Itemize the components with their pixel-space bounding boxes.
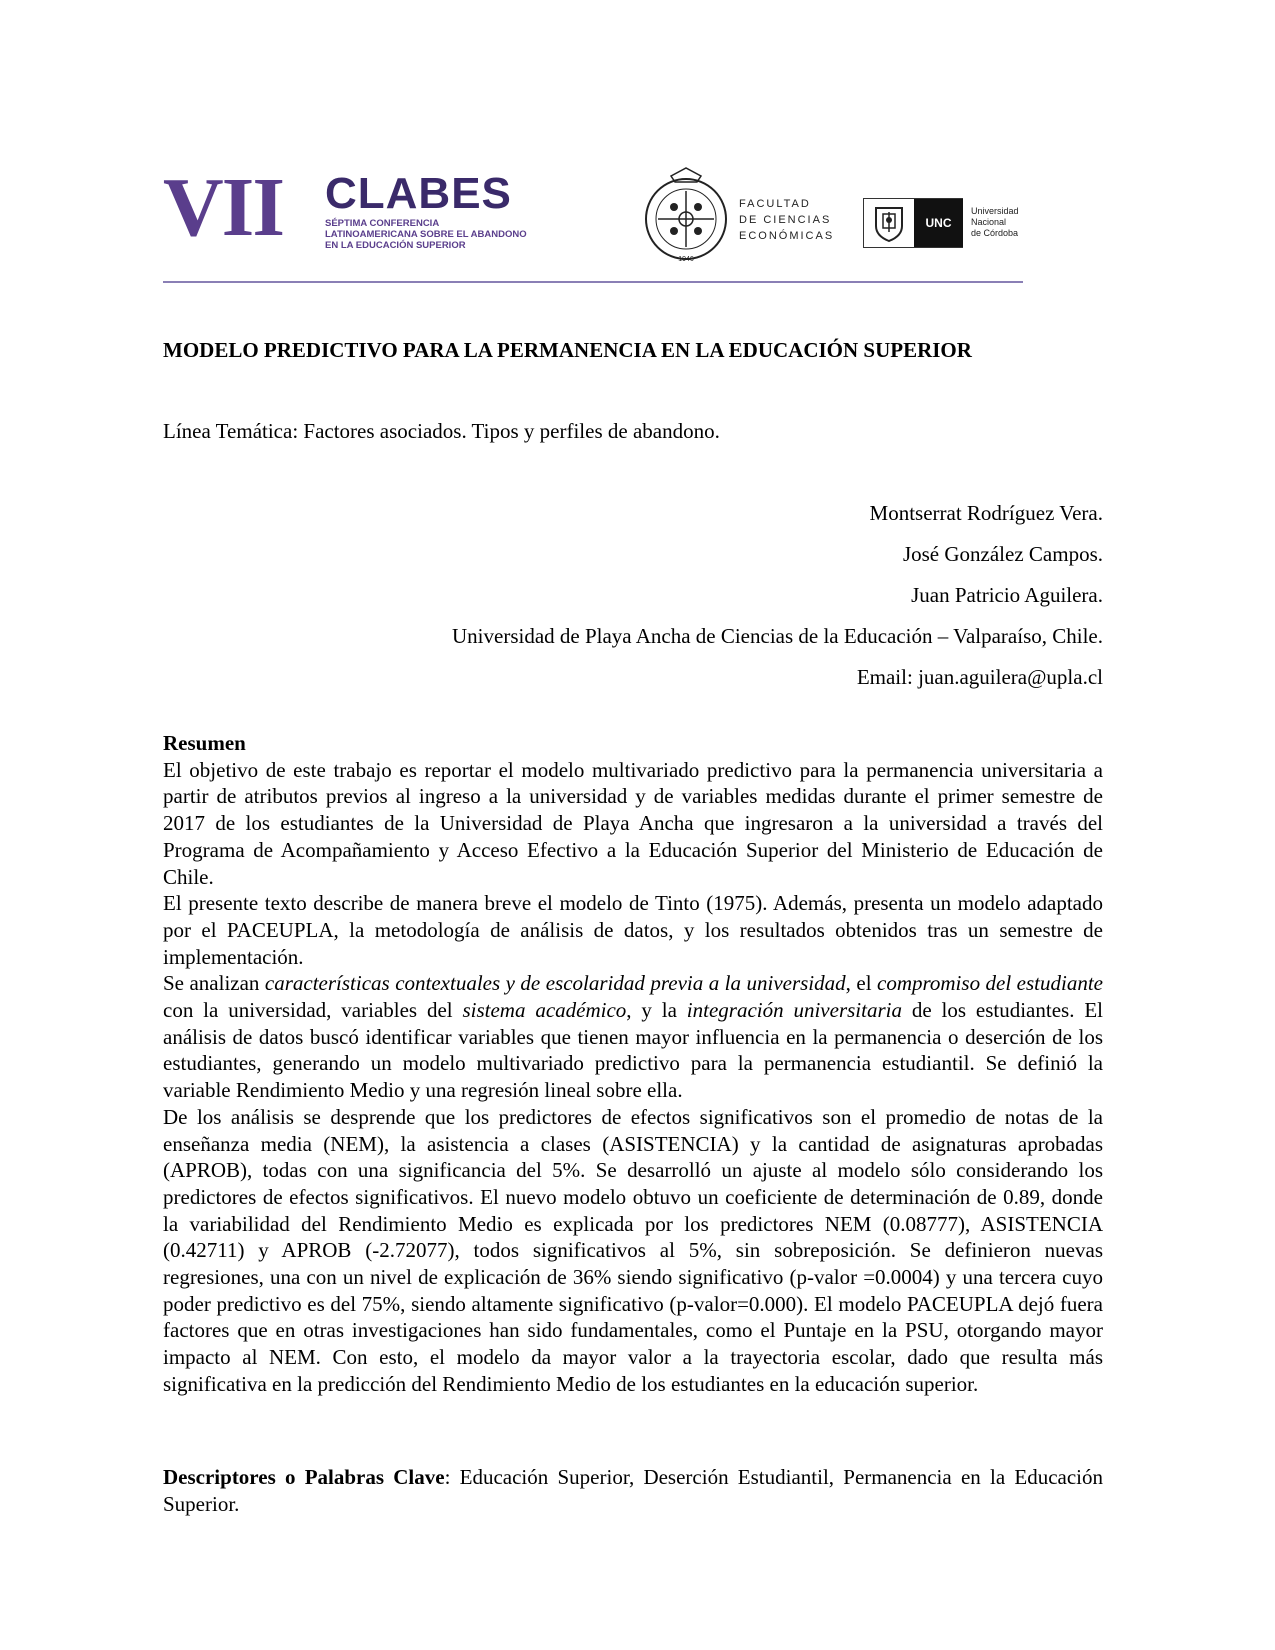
fce-line: FACULTAD: [739, 198, 811, 210]
clabes-subtitle-line: LATINOAMERICANA SOBRE EL ABANDONO: [325, 229, 527, 240]
unc-line: de Córdoba: [971, 228, 1019, 238]
theme-line: Línea Temática: Factores asociados. Tipos y perfiles de abandono.: [163, 419, 720, 443]
author-name: José González Campos.: [902, 542, 1103, 566]
unc-acronym: UNC: [914, 199, 963, 247]
text-run: de los estudiantes. El análisis de datos buscó identificar variables que tienen mayor influencia en la permanencia o deserción de los estudiantes, generando un modelo multivariado predictivo para la permanencia estudiantil. Se definió la variable Rendimiento Medio y una regresión lineal sobre ella.: [163, 998, 1103, 1103]
fce-line: DE CIENCIAS: [739, 214, 832, 226]
clabes-name: CLABES: [325, 169, 512, 218]
unc-line: Universidad: [971, 206, 1019, 216]
unc-name: [971, 206, 1019, 239]
paper-title: MODELO PREDICTIVO PARA LA PERMANENCIA EN LA EDUCACIÓN SUPERIOR: [163, 338, 972, 362]
abstract-heading: Resumen: [163, 731, 246, 755]
fce-logo: [641, 160, 841, 265]
page-header: [163, 160, 1023, 285]
clabes-logo: [163, 161, 553, 254]
unc-line: Nacional: [971, 217, 1007, 227]
clabes-numeral: VII: [163, 161, 284, 254]
author-affiliation: Universidad de Playa Ancha de Ciencias de la Educación – Valparaíso, Chile.: [452, 624, 1103, 648]
abstract-paragraph: [163, 970, 1103, 1104]
clabes-subtitle: [325, 218, 565, 251]
text-run: Se analizan: [163, 971, 265, 996]
abstract-paragraph: De los análisis se desprende que los predictores de efectos significativos son el promedio de notas de la enseñanza media (NEM), la asistencia a clases (ASISTENCIA) y la cantidad de asignaturas aprobadas (APROB), todas con una significancia del 5%. Se desarrolló un ajuste al modelo sólo considerando los predictores de efectos significativos. El nuevo modelo obtuvo un coeficiente de determinación de 0.89, donde la variabilidad del Rendimiento Medio es explicada por los predictores NEM (0.08777), ASISTENCIA (0.42711) y APROB (-2.72077), todos significativos al 5%, sin sobreposición. Se definieron nuevas regresiones, una con un nivel de explicación de 36% siendo significativo (p-valor =0.0004) y una tercera cuyo poder predictivo es del 75%, siendo altamente significativo (p-valor=0.000). El modelo PACEUPLA dejó fuera factores que en otras investigaciones han sido fundamentales, como el Puntaje en la PSU, otorgando mayor impacto al NEM. Con esto, el modelo da mayor valor a la trayectoria escolar, dado que resulta más significativa en la predicción del Rendimiento Medio de los estudiantes en la educación superior.: [163, 1104, 1103, 1396]
author-name: Juan Patricio Aguilera.: [911, 583, 1103, 607]
abstract-paragraph: El objetivo de este trabajo es reportar el modelo multivariado predictivo para la permanencia universitaria a partir de atributos previos al ingreso a la universidad y de variables medidas durante el primer semestre de 2017 de los estudiantes de la Universidad de Playa Ancha que ingresaron a la universidad a través del Programa de Acompañamiento y Acceso Efectivo a la Educación Superior del Ministerio de Educación de Chile.: [163, 757, 1103, 889]
keywords-section: [163, 1464, 1103, 1518]
fce-seal-year: 1946: [678, 256, 694, 263]
fce-line: ECONÓMICAS: [739, 230, 835, 242]
fce-seal-icon: [641, 164, 731, 264]
clabes-subtitle-line: EN LA EDUCACIÓN SUPERIOR: [325, 240, 466, 251]
fce-name: [739, 196, 834, 244]
author-name: Montserrat Rodríguez Vera.: [869, 501, 1103, 525]
author-email[interactable]: Email: juan.aguilera@upla.cl: [856, 665, 1103, 689]
unc-box: [863, 198, 963, 248]
authors-block: [163, 500, 1103, 705]
keywords-label: Descriptores o Palabras Clave: [163, 1465, 445, 1489]
abstract-section: [163, 730, 1103, 1398]
italic-run: integración universitaria: [686, 998, 902, 1023]
clabes-subtitle-line: SÉPTIMA CONFERENCIA: [325, 218, 440, 229]
abstract-paragraph: El presente texto describe de manera breve el modelo de Tinto (1975). Además, presenta un modelo adaptado por el PACEUPLA, la metodología de análisis de datos, y los resultados obtenidos tras un semestre de implementación.: [163, 891, 1103, 969]
text-run: , el: [845, 971, 878, 996]
unc-crest-icon: [868, 202, 910, 244]
header-divider: [163, 281, 1023, 283]
keywords-text: : Educación Superior, Deserción Estudiantil, Permanencia en la Educación Superior.: [163, 1465, 1103, 1516]
italic-run: características contextuales y de escolaridad previa a la universidad: [264, 971, 846, 996]
unc-logo: [863, 198, 1023, 250]
text-run: , y la: [626, 998, 687, 1023]
text-run: con la universidad, variables del: [163, 998, 463, 1023]
italic-run: compromiso del estudiante: [877, 971, 1103, 996]
italic-run: sistema académico: [462, 998, 627, 1023]
